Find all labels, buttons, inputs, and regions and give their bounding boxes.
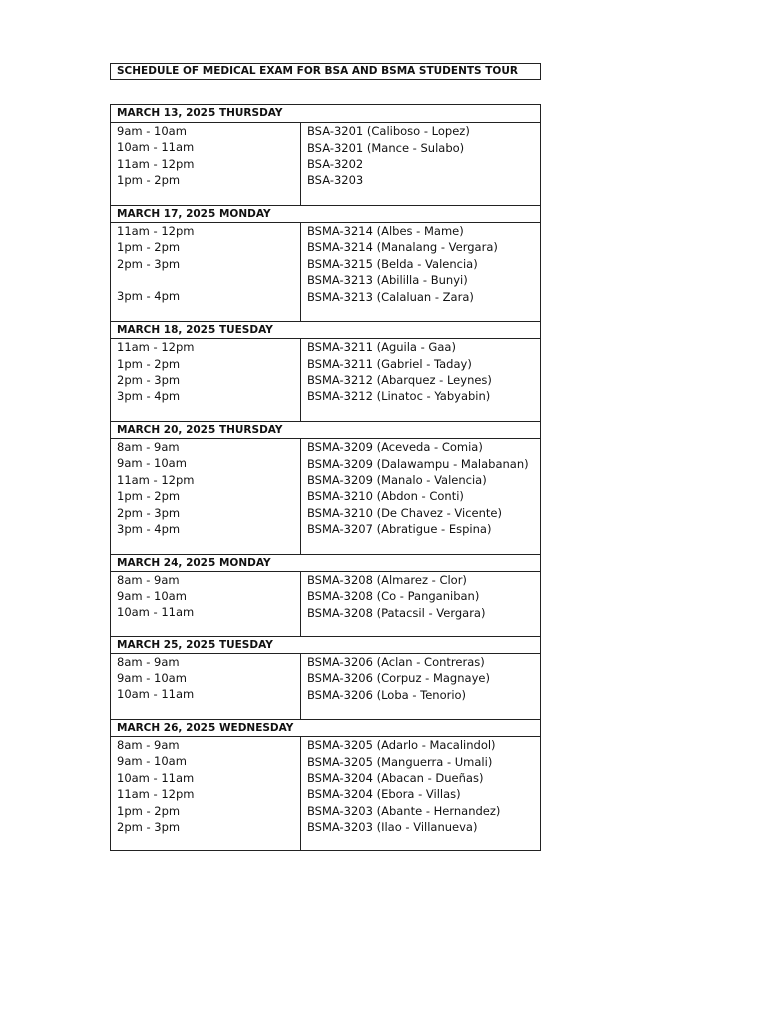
- day-block: [111, 736, 540, 850]
- time-cell: 10am - 11am: [117, 770, 195, 785]
- section-cell: BSMA-3207 (Abratigue - Espina): [307, 522, 492, 537]
- day-block: [111, 438, 540, 554]
- day-header: MARCH 24, 2025 MONDAY: [111, 554, 540, 571]
- section-cell: BSMA-3213 (Calaluan - Zara): [307, 289, 474, 304]
- section-cell: BSMA-3208 (Almarez - Clor): [307, 572, 467, 587]
- section-cell: BSMA-3210 (De Chavez - Vicente): [307, 505, 502, 520]
- section-cell: BSMA-3206 (Corpuz - Magnaye): [307, 671, 490, 686]
- time-cell: 9am - 10am: [117, 589, 187, 604]
- time-cell: 1pm - 2pm: [117, 803, 181, 818]
- schedule-table: [110, 104, 541, 851]
- time-column: [111, 223, 301, 321]
- section-cell: BSMA-3211 (Aguila - Gaa): [307, 340, 456, 355]
- section-cell: BSMA-3213 (Abililla - Bunyi): [307, 273, 468, 288]
- time-cell: 2pm - 3pm: [117, 505, 181, 520]
- time-cell: 1pm - 2pm: [117, 240, 181, 255]
- time-column: [111, 654, 301, 720]
- time-cell: 2pm - 3pm: [117, 372, 181, 387]
- section-cell: BSMA-3203 (Ilao - Villanueva): [307, 820, 478, 835]
- time-cell: 2pm - 3pm: [117, 256, 181, 271]
- section-cell: BSA-3201 (Caliboso - Lopez): [307, 124, 470, 139]
- day-header: MARCH 26, 2025 WEDNESDAY: [111, 719, 540, 736]
- section-cell: BSMA-3209 (Manalo - Valencia): [307, 472, 487, 487]
- time-cell: 1pm - 2pm: [117, 173, 181, 188]
- section-cell: BSMA-3212 (Linatoc - Yabyabin): [307, 389, 491, 404]
- day-block: [111, 571, 540, 636]
- section-cell: BSA-3201 (Mance - Sulabo): [307, 140, 465, 155]
- day-block: [111, 338, 540, 421]
- time-cell: 10am - 11am: [117, 140, 195, 155]
- time-cell: 11am - 12pm: [117, 787, 195, 802]
- day-header: MARCH 25, 2025 TUESDAY: [111, 636, 540, 653]
- time-cell: 8am - 9am: [117, 440, 180, 455]
- time-cell: 8am - 9am: [117, 654, 180, 669]
- section-column: [301, 339, 540, 421]
- section-column: [301, 737, 540, 850]
- section-cell: BSMA-3208 (Patacsil - Vergara): [307, 605, 486, 620]
- time-cell: 8am - 9am: [117, 572, 180, 587]
- time-column: [111, 123, 301, 205]
- section-cell: BSMA-3205 (Adarlo - Macalindol): [307, 738, 496, 753]
- time-cell: [117, 272, 300, 288]
- day-block: [111, 122, 540, 205]
- section-cell: BSA-3202: [307, 156, 364, 171]
- page-title: SCHEDULE OF MEDICAL EXAM FOR BSA AND BSMA STUDENTS TOUR: [110, 63, 541, 80]
- day-header: MARCH 18, 2025 TUESDAY: [111, 321, 540, 338]
- section-column: [301, 439, 540, 554]
- time-cell: 9am - 10am: [117, 754, 187, 769]
- time-cell: 11am - 12pm: [117, 223, 195, 238]
- day-block: [111, 653, 540, 720]
- section-cell: BSMA-3210 (Abdon - Conti): [307, 489, 464, 504]
- time-column: [111, 737, 301, 850]
- section-column: [301, 654, 540, 720]
- day-header: MARCH 17, 2025 MONDAY: [111, 205, 540, 222]
- section-cell: BSMA-3209 (Dalawampu - Malabanan): [307, 456, 529, 471]
- time-cell: 10am - 11am: [117, 687, 195, 702]
- section-cell: BSMA-3211 (Gabriel - Taday): [307, 356, 472, 371]
- section-column: [301, 123, 540, 205]
- section-cell: BSMA-3209 (Aceveda - Comia): [307, 440, 483, 455]
- time-cell: 3pm - 4pm: [117, 389, 181, 404]
- section-cell: BSMA-3204 (Ebora - Villas): [307, 787, 461, 802]
- time-cell: 2pm - 3pm: [117, 819, 181, 834]
- section-cell: BSMA-3214 (Albes - Mame): [307, 224, 464, 239]
- time-cell: 9am - 10am: [117, 670, 187, 685]
- section-cell: BSMA-3204 (Abacan - Dueñas): [307, 771, 484, 786]
- section-cell: BSMA-3215 (Belda - Valencia): [307, 256, 478, 271]
- day-header: MARCH 13, 2025 THURSDAY: [117, 107, 283, 119]
- time-cell: 1pm - 2pm: [117, 356, 181, 371]
- section-cell: BSMA-3208 (Co - Panganiban): [307, 589, 480, 604]
- time-column: [111, 339, 301, 421]
- day-block: [111, 222, 540, 321]
- time-cell: 9am - 10am: [117, 123, 187, 138]
- section-cell: BSMA-3205 (Manguerra - Umali): [307, 754, 493, 769]
- time-cell: 1pm - 2pm: [117, 489, 181, 504]
- time-cell: 11am - 12pm: [117, 340, 195, 355]
- section-cell: BSMA-3206 (Loba - Tenorio): [307, 687, 467, 702]
- section-cell: BSA-3203: [307, 173, 364, 188]
- section-column: [301, 572, 540, 636]
- time-cell: 11am - 12pm: [117, 156, 195, 171]
- section-cell: BSMA-3206 (Aclan - Contreras): [307, 654, 485, 669]
- time-cell: 9am - 10am: [117, 456, 187, 471]
- section-column: [301, 223, 540, 321]
- time-cell: 3pm - 4pm: [117, 521, 181, 536]
- section-cell: BSMA-3214 (Manalang - Vergara): [307, 240, 498, 255]
- day-header: MARCH 20, 2025 THURSDAY: [111, 421, 540, 438]
- time-column: [111, 572, 301, 636]
- section-cell: BSMA-3212 (Abarquez - Leynes): [307, 373, 492, 388]
- time-cell: 11am - 12pm: [117, 472, 195, 487]
- time-cell: 8am - 9am: [117, 738, 180, 753]
- time-cell: 10am - 11am: [117, 605, 195, 620]
- time-cell: 3pm - 4pm: [117, 289, 181, 304]
- time-column: [111, 439, 301, 554]
- section-cell: BSMA-3203 (Abante - Hernandez): [307, 803, 501, 818]
